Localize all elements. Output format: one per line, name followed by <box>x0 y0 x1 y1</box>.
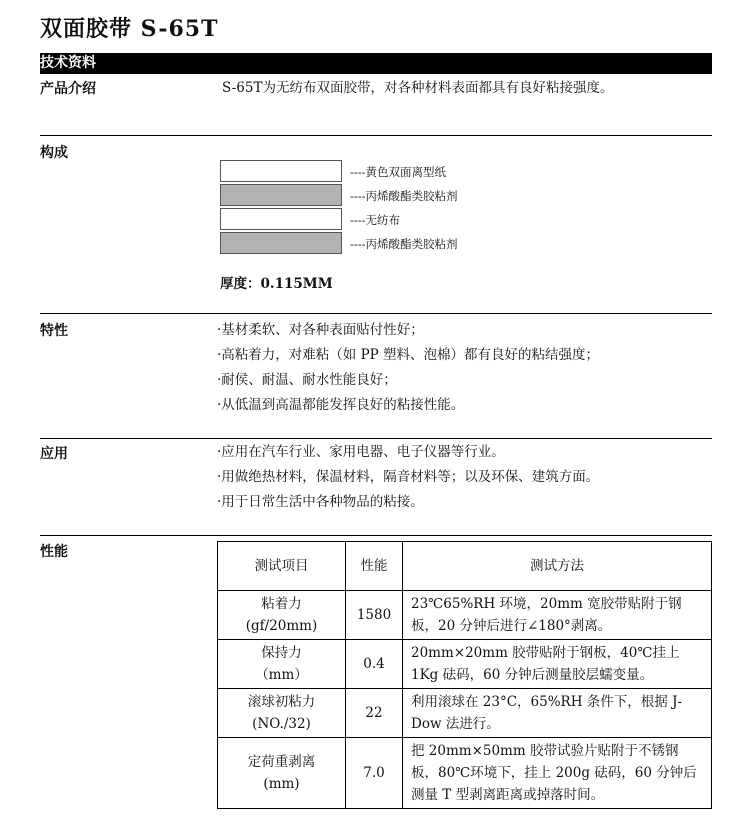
test-method: 利用滚球在 23°C，65%RH 条件下，根据 J-Dow 法进行。 <box>403 689 712 738</box>
layer-nonwoven <box>220 208 342 230</box>
feature-item: ·从低温到高温都能发挥良好的粘接性能。 <box>217 397 465 413</box>
test-value: 22 <box>346 689 403 738</box>
applications-label: 应用 <box>40 446 68 462</box>
layer-release-paper <box>220 160 342 182</box>
layer-adhesive <box>220 232 342 254</box>
layer-label: ----丙烯酸酯类胶粘剂 <box>350 237 458 251</box>
page-title: 双面胶带 S-65T <box>40 16 219 42</box>
applications-list <box>217 440 599 515</box>
thickness: 厚度：0.115MM <box>220 276 333 292</box>
section-bar: 技术资料 <box>40 53 712 74</box>
test-value: 1580 <box>346 591 403 640</box>
feature-item: ·耐侯、耐温、耐水性能良好； <box>217 372 397 388</box>
table-header-row <box>218 542 712 591</box>
layer-label: ----黄色双面离型纸 <box>350 165 447 179</box>
test-method: 20mm×20mm 胶带贴附于钢板，40℃挂上 1Kg 砝码，60 分钟后测量胶层蠕变量。 <box>403 640 712 689</box>
layer-adhesive <box>220 184 342 206</box>
divider <box>40 313 712 314</box>
features-list <box>217 318 599 418</box>
feature-item: ·基材柔软、对各种表面贴付性好； <box>217 322 424 338</box>
test-unit: (NO./32) <box>252 716 311 732</box>
table-row <box>218 591 712 640</box>
divider <box>40 135 712 136</box>
performance-label: 性能 <box>40 544 68 560</box>
test-item: 粘着力 <box>261 596 302 612</box>
table-row <box>218 689 712 738</box>
test-item: 滚球初粘力 <box>247 694 316 710</box>
features-label: 特性 <box>40 323 68 339</box>
header-cell: 测试方法 <box>403 542 712 591</box>
feature-item: ·高粘着力，对难粘（如 PP 塑料、泡棉）都有良好的粘结强度； <box>217 347 600 363</box>
intro-text: S-65T为无纺布双面胶带，对各种材料表面都具有良好粘接强度。 <box>222 80 614 96</box>
composition-label: 构成 <box>40 145 68 161</box>
test-method: 23℃65%RH 环境，20mm 宽胶带贴附于钢板，20 分钟后进行∠180°剥离。 <box>403 591 712 640</box>
test-method: 把 20mm×50mm 胶带试验片贴附于不锈钢板，80℃环境下，挂上 200g 砝码，60 分钟后测量 T 型剥离距离或掉落时间。 <box>403 738 712 809</box>
header-cell: 性能 <box>346 542 403 591</box>
application-item: ·用于日常生活中各种物品的粘接。 <box>217 494 424 510</box>
header-cell: 测试项目 <box>218 542 346 591</box>
test-unit: (mm) <box>263 776 300 792</box>
test-item: 定荷重剥离 <box>247 754 316 770</box>
divider <box>40 438 712 439</box>
intro-label: 产品介绍 <box>40 81 96 97</box>
test-unit: (gf/20mm) <box>245 618 318 634</box>
layer-label: ----无纺布 <box>350 213 401 227</box>
test-value: 7.0 <box>346 738 403 809</box>
layer-label: ----丙烯酸酯类胶粘剂 <box>350 189 458 203</box>
application-item: ·用做绝热材料，保温材料，隔音材料等；以及环保、建筑方面。 <box>217 469 600 485</box>
divider <box>40 535 712 536</box>
performance-table <box>217 541 712 809</box>
application-item: ·应用在汽车行业、家用电器、电子仪器等行业。 <box>217 444 505 460</box>
test-value: 0.4 <box>346 640 403 689</box>
table-row <box>218 640 712 689</box>
test-unit: （mm） <box>255 667 308 683</box>
test-item: 保持力 <box>261 645 302 661</box>
table-row <box>218 738 712 809</box>
